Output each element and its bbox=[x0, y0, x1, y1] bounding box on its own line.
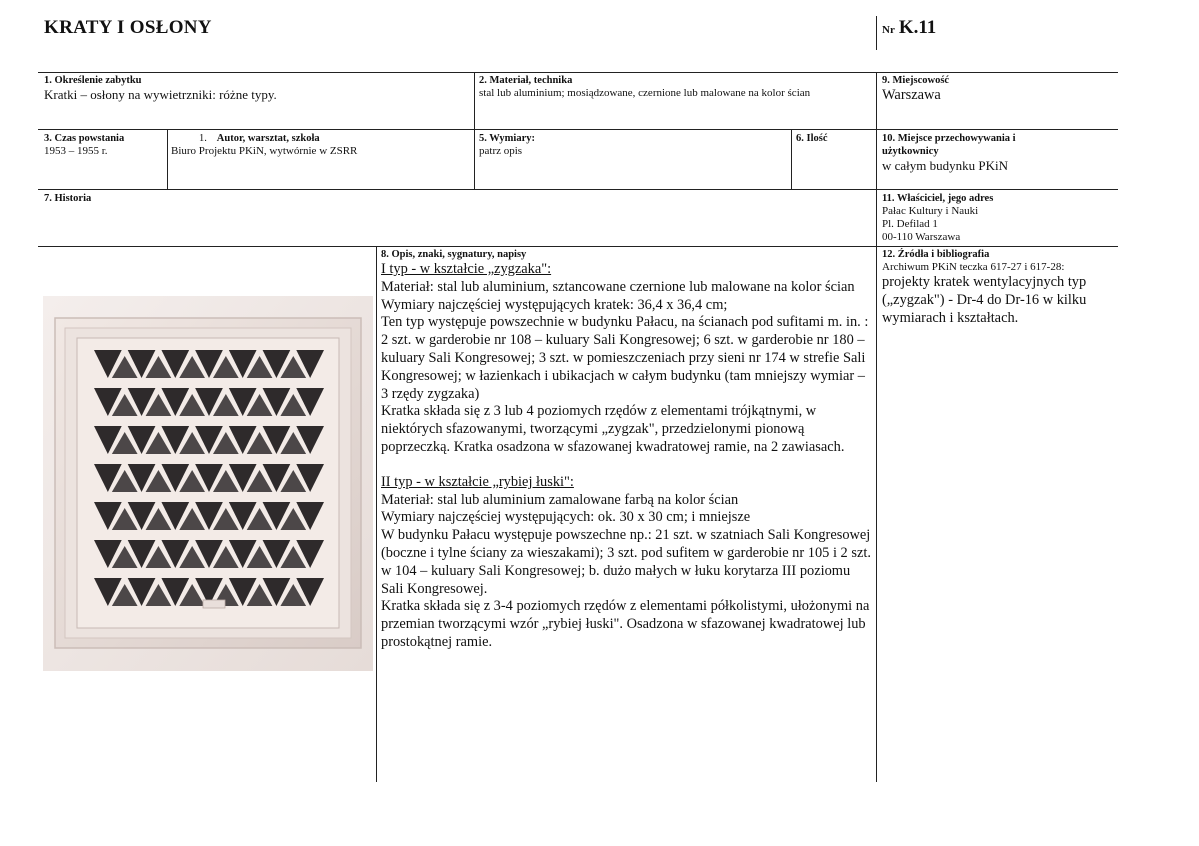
rule-row1-top bbox=[38, 72, 1118, 73]
grille-photo bbox=[43, 296, 373, 671]
divider-col-quantity bbox=[791, 129, 792, 189]
field-author-label-text: Autor, warsztat, szkoła bbox=[216, 133, 320, 144]
field-history-label: 7. Historia bbox=[44, 193, 92, 204]
type1-dimensions: Wymiary najczęściej występujących kratek: 36,4 x 36,4 cm; bbox=[381, 296, 728, 313]
field-material bbox=[479, 74, 873, 100]
field-sources-line-1: Archiwum PKiN teczka 617-27 i 617-28: bbox=[882, 261, 1065, 273]
field-material-value: stal lub aluminium; mosiądzowane, czernione lub malowane na kolor ścian bbox=[479, 87, 811, 99]
grille-photo-image bbox=[43, 296, 373, 671]
type1-occurrence: Ten typ występuje powszechnie w budynku Pałacu, na ścianach pod sufitami m. in. : 2 szt. w garderobie nr 108 – kuluary Sali Kongresowej; 6 szt. w garderobie nr 180 – kuluary Sali Kongresowej; 3 szt. w pomieszczeniach przy sieni nr 174 w strefie Sali Kongresowej; w łazienkach i ubikacjach w całym budynku (tam mniejszy wymiar – 3 rzędy zygzaka) bbox=[381, 314, 869, 402]
header-divider bbox=[876, 16, 877, 50]
field-dimensions-value: patrz opis bbox=[479, 145, 523, 157]
type2-dimensions: Wymiary najczęściej występujących: ok. 30 x 30 cm; i mniejsze bbox=[381, 509, 751, 526]
type2-construction: Kratka składa się z 3-4 poziomych rzędów z elementami półkolistymi, ułożonymi na przemian tworzącymi wzór „rybiej łuski". Osadzona w sfazowanej kwadratowej lub prostokątnej ramie. bbox=[381, 598, 870, 650]
divider-col-author bbox=[167, 129, 168, 189]
field-date-label: 3. Czas powstania bbox=[44, 133, 125, 144]
field-locality-label: 9. Miejscowość bbox=[882, 75, 950, 86]
catalog-number-prefix: Nr bbox=[882, 24, 895, 36]
field-date-value: 1953 – 1955 r. bbox=[44, 145, 108, 157]
field-dimensions bbox=[479, 132, 787, 158]
field-dimensions-label: 5. Wymiary: bbox=[479, 133, 535, 144]
field-locality-value: Warszawa bbox=[882, 87, 941, 103]
field-sources-line-2: projekty kratek wentylacyjnych typ („zygzak") - Dr-4 do Dr-16 w kilku wymiarach i kształtach. bbox=[882, 274, 1087, 326]
field-history bbox=[44, 192, 864, 205]
rule-row4-top bbox=[38, 246, 1118, 247]
type1-heading: I typ - w kształcie „zygzaka": bbox=[381, 261, 552, 277]
field-quantity bbox=[796, 132, 874, 145]
field-storage bbox=[882, 132, 1114, 173]
field-owner-line-3: 00-110 Warszawa bbox=[882, 231, 961, 243]
catalog-number bbox=[882, 17, 936, 39]
type2-occurrence: W budynku Pałacu występuje powszechne np.: 21 szt. w szatniach Sali Kongresowej (boczne i tylne ściany za wieszakami); 3 szt. pod sufitem w garderobie nr 105 i 2 szt. w 104 – kuluary Sali Kongresowej; b. dużo małych w łuku korytarza III poziomu Sali Kongresowej. bbox=[381, 527, 871, 597]
type2-material: Materiał: stal lub aluminium zamalowane farbą na kolor ścian bbox=[381, 491, 739, 508]
divider-col-2 bbox=[474, 72, 475, 189]
field-storage-label-2: użytkownicy bbox=[882, 146, 939, 157]
field-quantity-label: 6. Ilość bbox=[796, 133, 828, 144]
field-author-number: 1. bbox=[199, 133, 207, 144]
field-object-name-value: Kratki – osłony na wywietrzniki: różne typy. bbox=[44, 87, 277, 102]
field-object-name bbox=[44, 74, 469, 102]
field-storage-label-1: 10. Miejsce przechowywania i bbox=[882, 133, 1016, 144]
type1-material: Materiał: stal lub aluminium, sztancowane czernione lub malowane na kolor ścian bbox=[381, 278, 855, 295]
field-author bbox=[171, 132, 471, 158]
field-author-value: Biuro Projektu PKiN, wytwórnie w ZSRR bbox=[171, 145, 358, 157]
type2-heading: II typ - w kształcie „rybiej łuski": bbox=[381, 473, 574, 490]
field-date bbox=[44, 132, 164, 158]
rule-row2-top bbox=[38, 129, 1118, 130]
rule-row3-top bbox=[38, 189, 1118, 190]
card-title: KRATY I OSŁONY bbox=[44, 17, 212, 38]
type1-construction: Kratka składa się z 3 lub 4 poziomych rzędów z elementami trójkątnymi, w niektórych sfazowanymi, tworzącymi „zygzak", przedzielonymi pionową poprzeczką. Kratka osadzona w sfazowanej kwadratowej ramie, na 2 zawiasach. bbox=[381, 403, 845, 455]
field-locality bbox=[882, 74, 1114, 105]
catalog-number-value: K.11 bbox=[898, 17, 937, 38]
field-material-label: 2. Materiał, technika bbox=[479, 75, 573, 86]
field-sources bbox=[882, 248, 1116, 327]
field-description bbox=[381, 248, 873, 652]
paragraph-gap bbox=[381, 457, 873, 474]
field-storage-value: w całym budynku PKiN bbox=[882, 158, 1009, 173]
field-owner bbox=[882, 192, 1114, 244]
field-description-label: 8. Opis, znaki, sygnatury, napisy bbox=[381, 249, 527, 260]
field-owner-line-2: Pl. Defilad 1 bbox=[882, 218, 938, 230]
field-author-label bbox=[171, 132, 471, 145]
field-owner-line-1: Pałac Kultury i Nauki bbox=[882, 205, 979, 217]
field-sources-label: 12. Źródła i bibliografia bbox=[882, 249, 990, 260]
field-owner-label: 11. Właściciel, jego adres bbox=[882, 193, 994, 204]
divider-col-description bbox=[376, 246, 377, 782]
divider-col-3 bbox=[876, 72, 877, 782]
field-object-name-label: 1. Określenie zabytku bbox=[44, 75, 142, 86]
